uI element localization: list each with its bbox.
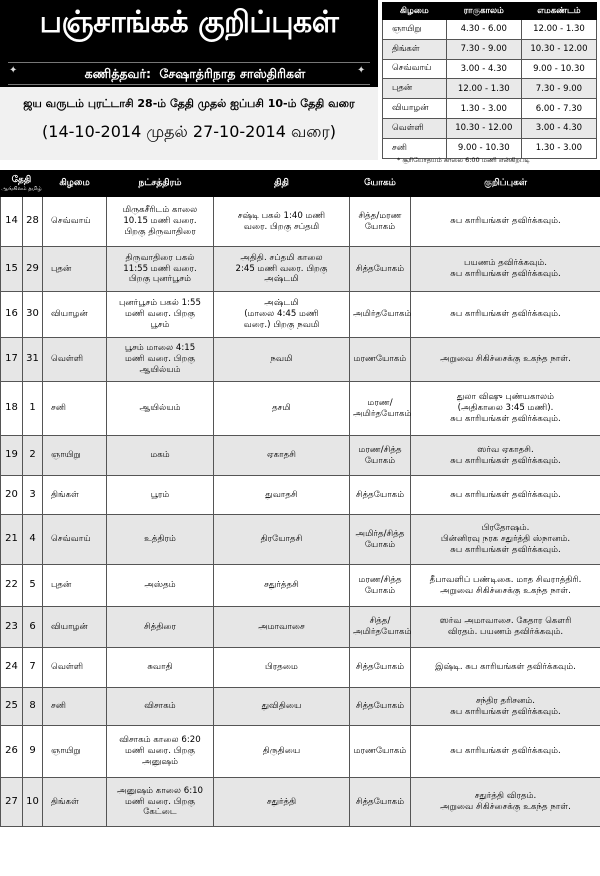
tithi-cell: பிரதமை [214,648,350,688]
yama-time-cell: 6.00 - 7.30 [521,99,596,119]
nakshatra-cell: அஸ்தம் [107,565,214,607]
yama-time-cell: 1.30 - 3.00 [521,138,596,158]
rahu-table-row [383,99,597,119]
nakshatra-cell: ஆயில்யம் [107,382,214,436]
day-cell: வெள்ளி [43,648,107,688]
rahu-day-cell: திங்கள் [383,39,447,59]
tithi-cell: அதிதி. சப்தமி காலை 2:45 மணி வரை. பிறகு அஷ்டமி [214,247,350,292]
rahu-table-row [383,59,597,79]
notes-cell: சுப காரியங்கள் தவிர்க்கவும். [411,197,600,247]
date-ta-cell: 10 [23,778,43,827]
yogam-cell: சித்தயோகம் [350,247,411,292]
yama-time-cell: 9.00 - 10.30 [521,59,596,79]
tithi-cell: தசமி [214,382,350,436]
rahu-day-cell: வியாழன் [383,99,447,119]
rahu-time-cell: 3.00 - 4.30 [446,59,521,79]
tithi-cell: சஷ்டி பகல் 1:40 மணி வரை. பிறகு சப்தமி [214,197,350,247]
rahu-header-day: கிழமை [383,3,447,20]
table-row [1,436,600,476]
date-en-cell: 14 [1,197,23,247]
date-en-cell: 22 [1,565,23,607]
notes-cell: பயணம் தவிர்க்கவும். சுப காரியங்கள் தவிர்க்கவும். [411,247,600,292]
yogam-cell: மரணயோகம் [350,338,411,382]
header-date-label: தேதி [11,174,32,185]
rahu-day-cell: சனி [383,138,447,158]
rahu-time-cell: 10.30 - 12.00 [446,118,521,138]
yogam-cell: சித்தயோகம் [350,648,411,688]
date-ta-cell: 3 [23,476,43,515]
date-ta-cell: 31 [23,338,43,382]
rahu-time-cell: 1.30 - 3.00 [446,99,521,119]
header-notes: குறிப்புகள் [411,171,600,197]
nakshatra-cell: உத்திரம் [107,515,214,565]
rahu-day-cell: வெள்ளி [383,118,447,138]
day-cell: ஞாயிறு [43,726,107,778]
date-en-cell: 18 [1,382,23,436]
day-cell: செவ்வாய் [43,197,107,247]
rahu-table-row [383,118,597,138]
yogam-cell: சித்தயோகம் [350,688,411,726]
rahu-footnote: * சூரியோதயம் காலை 6:00 மணி என்கிறபடி [397,156,530,164]
rahu-day-cell: புதன் [383,79,447,99]
table-row [1,197,600,247]
yogam-cell: மரண/சித்த யோகம் [350,565,411,607]
yogam-cell: மரணயோகம் [350,726,411,778]
yogam-cell: சித்தயோகம் [350,778,411,827]
table-row [1,648,600,688]
table-row [1,292,600,338]
notes-cell: ஸர்வ அமாவாசை. கேதார கௌரி விரதம். பயணம் தவிர்க்கவும். [411,607,600,648]
nakshatra-cell: அனுஷம் காலை 6:10 மணி வரை. பிறகு கேட்டை [107,778,214,827]
rahu-table-row [383,39,597,59]
header [0,0,600,170]
rahu-table-row [383,20,597,40]
tithi-cell: அஷ்டமி (மாலை 4:45 மணி வரை.) பிறகு நவமி [214,292,350,338]
rahu-kalam-table [382,2,597,159]
table-row [1,778,600,827]
header-date [1,171,43,197]
yogam-cell: சித்த/மரண யோகம் [350,197,411,247]
day-cell: புதன் [43,565,107,607]
yama-time-cell: 3.00 - 4.30 [521,118,596,138]
date-en-cell: 25 [1,688,23,726]
nakshatra-cell: மிருகசீரிடம் காலை 10.15 மணி வரை. பிறகு திருவாதிரை [107,197,214,247]
rahu-time-cell: 9.00 - 10.30 [446,138,521,158]
header-date-sub [1,186,42,193]
notes-cell: பிரதோஷம். பின்னிரவு நரக சதுர்த்தி ஸ்நானம். சுப காரியங்கள் தவிர்க்கவும். [411,515,600,565]
header-day: கிழமை [43,171,107,197]
date-ta-cell: 30 [23,292,43,338]
date-ta-cell: 4 [23,515,43,565]
date-en-cell: 27 [1,778,23,827]
tithi-cell: ஏகாதசி [214,436,350,476]
date-ta-cell: 1 [23,382,43,436]
table-row [1,247,600,292]
day-cell: ஞாயிறு [43,436,107,476]
date-en-cell: 26 [1,726,23,778]
yama-time-cell: 12.00 - 1.30 [521,20,596,40]
yama-time-cell: 7.30 - 9.00 [521,79,596,99]
date-ta-cell: 8 [23,688,43,726]
tithi-cell: சதுர்த்தசி [214,565,350,607]
date-ta-cell: 28 [23,197,43,247]
tithi-cell: அமாவாசை [214,607,350,648]
table-row [1,476,600,515]
notes-cell: தீபாவளிப் பண்டிகை. மாத சிவராத்திரி. அறுவை சிகிச்சைக்கு உகந்த நாள். [411,565,600,607]
day-cell: வியாழன் [43,292,107,338]
date-en-cell: 23 [1,607,23,648]
astrologer-credit [20,62,370,85]
table-row [1,338,600,382]
day-cell: செவ்வாய் [43,515,107,565]
tithi-cell: துவாதசி [214,476,350,515]
nakshatra-cell: மகம் [107,436,214,476]
notes-cell: துலா விஷு புண்யகாலம் (அதிகாலை 3:45 மணி). சுப காரியங்கள் தவிர்க்கவும். [411,382,600,436]
date-ta-cell: 5 [23,565,43,607]
rahu-time-cell: 12.00 - 1.30 [446,79,521,99]
date-ta-cell: 29 [23,247,43,292]
notes-cell: அறுவை சிகிச்சைக்கு உகந்த நாள். [411,338,600,382]
nakshatra-cell: பூரம் [107,476,214,515]
nakshatra-cell: பூசம் மாலை 4:15 மணி வரை. பிறகு ஆயில்யம் [107,338,214,382]
tithi-cell: நவமி [214,338,350,382]
yogam-cell: சித்த/ அமிர்தயோகம் [350,607,411,648]
nakshatra-cell: விசாகம் [107,688,214,726]
rahu-table-row [383,79,597,99]
date-en-cell: 19 [1,436,23,476]
date-ta-cell: 9 [23,726,43,778]
yogam-cell: சித்தயோகம் [350,476,411,515]
date-en-cell: 21 [1,515,23,565]
day-cell: வியாழன் [43,607,107,648]
astrologer-name: சேஷாத்ரிநாத சாஸ்திரிகள் [159,66,306,81]
rahu-day-cell: ஞாயிறு [383,20,447,40]
day-cell: திங்கள் [43,476,107,515]
day-cell: சனி [43,688,107,726]
rahu-time-cell: 4.30 - 6.00 [446,20,521,40]
date-en-cell: 16 [1,292,23,338]
panchang-table-body [1,197,600,827]
nakshatra-cell: விசாகம் காலை 6:20 மணி வரை. பிறகு அனுஷம் [107,726,214,778]
notes-cell: சந்திர தரிசனம். சுப காரியங்கள் தவிர்க்கவும். [411,688,600,726]
table-row [1,565,600,607]
yogam-cell: அமிர்தயோகம் [350,292,411,338]
yogam-cell: அமிர்த/சித்த யோகம் [350,515,411,565]
page-title: பஞ்சாங்கக் குறிப்புகள் [39,5,339,40]
header-star: நட்சத்திரம் [107,171,214,197]
nakshatra-cell: சித்திரை [107,607,214,648]
tithi-cell: துவிதியை [214,688,350,726]
nakshatra-cell: சுவாதி [107,648,214,688]
tithi-cell: திரயோதசி [214,515,350,565]
day-cell: திங்கள் [43,778,107,827]
nakshatra-cell: புனர்பூசம் பகல் 1:55 மணி வரை. பிறகு பூசம் [107,292,214,338]
day-cell: வெள்ளி [43,338,107,382]
astrologer-label: கணித்தவர்: [84,66,152,81]
notes-cell: சுப காரியங்கள் தவிர்க்கவும். [411,292,600,338]
date-ta-cell: 2 [23,436,43,476]
rahu-header-rahu: ராகுகாலம் [446,3,521,20]
yama-time-cell: 10.30 - 12.00 [521,39,596,59]
panchang-table [0,170,600,827]
table-row [1,726,600,778]
tithi-cell: திருதியை [214,726,350,778]
day-cell: சனி [43,382,107,436]
day-cell: புதன் [43,247,107,292]
header-tithi: திதி [214,171,350,197]
rahu-header-yama: எமகண்டம் [521,3,596,20]
date-en-cell: 24 [1,648,23,688]
date-range: (14-10-2014 முதல் 27-10-2014 வரை) [42,122,336,141]
table-row [1,688,600,726]
yogam-cell: மரண/சித்த யோகம் [350,436,411,476]
date-en-cell: 20 [1,476,23,515]
rahu-time-cell: 7.30 - 9.00 [446,39,521,59]
subtitle: ஜய வருடம் புரட்டாசி 28-ம் தேதி முதல் ஐப்பசி 10-ம் தேதி வரை [23,97,355,110]
notes-cell: சுப காரியங்கள் தவிர்க்கவும். [411,726,600,778]
tithi-cell: சதுர்த்தி [214,778,350,827]
rahu-day-cell: செவ்வாய் [383,59,447,79]
header-yogam: யோகம் [350,171,411,197]
panchang-table-header [1,171,600,197]
date-en-cell: 17 [1,338,23,382]
yogam-cell: மரண/ அமிர்தயோகம் [350,382,411,436]
table-row [1,515,600,565]
notes-cell: சுப காரியங்கள் தவிர்க்கவும். [411,476,600,515]
header-date-ta: தமிழ் [28,185,42,192]
nakshatra-cell: திருவாதிரை பகல் 11:55 மணி வரை. பிறகு புனர்பூசம் [107,247,214,292]
notes-cell: ஸர்வ ஏகாதசி. சுப காரியங்கள் தவிர்க்கவும். [411,436,600,476]
notes-cell: சதுர்த்தி விரதம். அறுவை சிகிச்சைக்கு உகந்த நாள். [411,778,600,827]
rahu-table-body [383,20,597,159]
table-row [1,382,600,436]
date-en-cell: 15 [1,247,23,292]
date-ta-cell: 7 [23,648,43,688]
rahu-table-header [383,3,597,20]
notes-cell: இஷ்டி. சுப காரியங்கள் தவிர்க்கவும். [411,648,600,688]
table-row [1,607,600,648]
date-ta-cell: 6 [23,607,43,648]
header-date-en: ஆங்கிலம் [1,185,27,192]
